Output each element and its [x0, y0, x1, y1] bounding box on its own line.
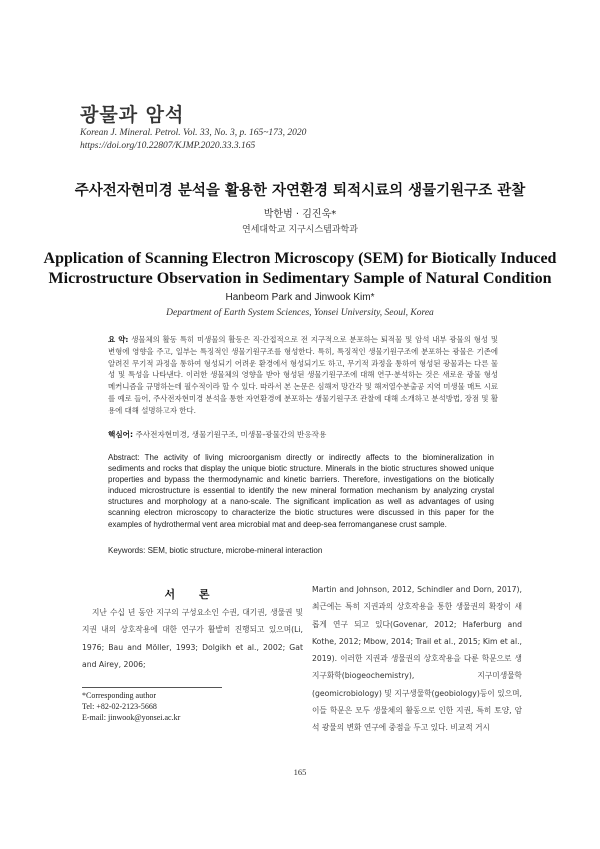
english-keywords-text: SEM, biotic structure, microbe-mineral interaction — [147, 546, 323, 555]
korean-affiliation: 연세대학교 지구시스템과학과 — [242, 225, 358, 235]
english-title — [0, 249, 600, 289]
korean-authors: 박한범 · 김진욱* — [263, 209, 337, 220]
english-authors: Hanbeom Park and Jinwook Kim* — [225, 292, 375, 303]
page-number: 165 — [293, 767, 307, 777]
footnote-corresponding-author: *Corresponding author — [82, 691, 156, 700]
english-abstract — [108, 452, 494, 530]
korean-abstract-text: 생물체의 활동 특히 미생물의 활동은 직·간접적으로 전 지구적으로 분포하는 퇴적물 및 암석 내부 광물의 형성 및 변형에 영향을 주고, 일부는 특징적인 생물기원구조를 형성한다. 특히, 특징적인 생물기원구조에 분포하는 광물은 기존에 알려진 무기적 과정을 통하여 형성되기 어려운 환경에서 형성되기도 하고, 무기적 과정을 통하여 형성된 광물과는 다른 물성 및 특성을 나타낸다. 이러한 생물체의 영향을 받아 형성된 생물기원구조에 대해 연구·분석하는 것은 새로운 광물 형성 메커니즘을 규명하는데 필수적이라 할 수 있다. 따라서 본 논문은 심해저 망간각 및 해저열수분출공 지역 미생물 매트 시료를 예로 들어, 주사전자현미경 분석을 통한 자연환경에 분포하는 생물기원구조 관찰에 대해 소개하고 분석방법, 장점 및 활용에 대해 설명하고자 한다. — [108, 335, 498, 415]
doi-link[interactable]: https://doi.org/10.22807/KJMP.2020.33.3.165 — [80, 141, 256, 151]
journal-citation: Korean J. Mineral. Petrol. Vol. 33, No. 3, p. 165~173, 2020 — [80, 128, 307, 138]
korean-abstract — [108, 334, 498, 417]
english-abstract-text: The activity of living microorganism directly or indirectly affects to the biomineralization in sediments and rocks that display the unique biotic structure. Minerals in the biotic structures showed unique properties and bypass the thermodynamic and kinetic barriers. Therefore, investigations on the biotically induced microstructure is essential to identify the new mineral formation mechanism by analyzing crystal structures and morphology at a nano-scale. The significant implication as well as advantages of using scanning electron microscopy to characterize the biotic structures were discussed in this paper for the examples of hydrothermal vent area microbial mat and deep-sea ferromanganese crust sample. — [108, 453, 494, 529]
korean-keywords-text: 주사전자현미경, 생물기원구조, 미생물-광물간의 반응작용 — [135, 430, 327, 439]
english-keywords-label: Keywords: — [108, 546, 146, 555]
english-title-line-2: Microstructure Observation in Sedimentary Sample of Natural Condition — [48, 270, 552, 287]
footnote-telephone: Tel: +82-02-2123-5668 — [82, 702, 157, 711]
english-affiliation: Department of Earth System Sciences, Yonsei University, Seoul, Korea — [166, 308, 434, 318]
journal-name: 광물과 암석 — [80, 104, 185, 126]
english-abstract-label: Abstract: — [108, 453, 140, 462]
english-title-line-1: Application of Scanning Electron Microscopy (SEM) for Biotically Induced — [43, 250, 557, 267]
footnote-email[interactable]: E-mail: jinwook@yonsei.ac.kr — [82, 713, 181, 722]
english-keywords — [108, 546, 322, 555]
korean-abstract-label: 요 약: — [108, 335, 129, 344]
body-column-right: Martin and Johnson, 2012, Schindler and Dorn, 2017), 최근에는 특히 지권과의 상호작용을 통한 생물권의 확장이 새롭게 연구 되고 있다(Govenar, 2012; Haferburg and Kothe, 2012; Mbow, 2014; Trail et al., 2015; Kim et al., 2019). 이러한 지권과 생물권의 상호작용을 다룬 학문으로 생지구화학(biogeochemistry), 지구미생물학(geomicrobiology) 및 지구생물학(geobiology)등이 있으며, 이들 학문은 모두 생물체의 활동으로 인한 지권, 특히 토양, 암석 광물의 변화 연구에 중점을 두고 있다. 비교적 거시 — [312, 585, 522, 733]
korean-title: 주사전자현미경 분석을 활용한 자연환경 퇴적시료의 생물기원구조 관찰 — [74, 183, 526, 199]
footnote-divider — [82, 687, 222, 688]
body-paragraph-left: 지난 수십 년 동안 지구의 구성요소인 수권, 대기권, 생물권 및 지권 내의 상호작용에 대한 연구가 활발히 진행되고 있으며(Li, 1976; Bau and Möller, 1993; Dolgikh et al., 2002; Gat and Airey, 2006; — [82, 608, 303, 669]
body-column-left — [82, 604, 303, 673]
korean-keywords-label: 핵심어: — [108, 430, 134, 439]
korean-keywords — [108, 429, 326, 440]
section-heading-introduction: 서 론 — [164, 588, 220, 601]
